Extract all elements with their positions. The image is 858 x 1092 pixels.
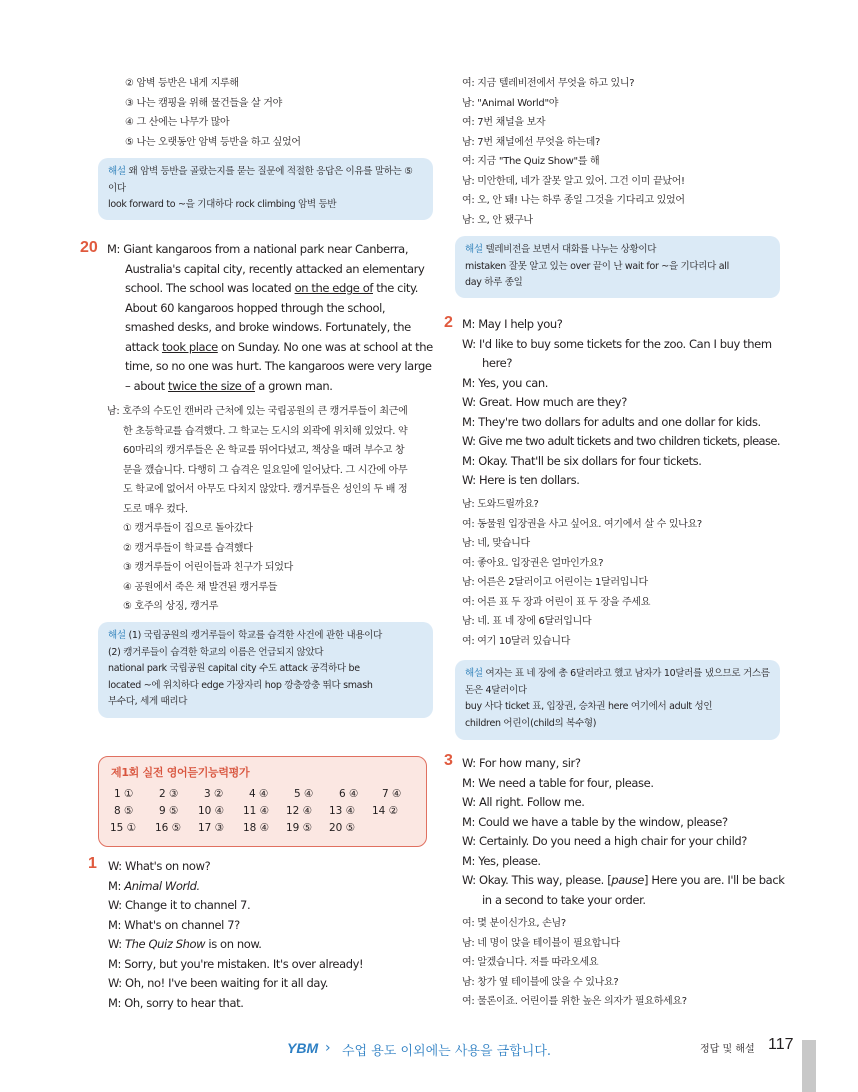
answer-cell: 16 ⑤ [155, 822, 182, 834]
script-line: M: What's on channel 7? [108, 917, 240, 932]
script-line: smashed desks, and broke windows. Fortunately, the [125, 320, 411, 334]
chevron-right-icon: › [325, 1040, 331, 1056]
section-label: 정답 및 해설 [700, 1044, 755, 1055]
script-line: school. The school was located on the edge of the city. [125, 281, 419, 295]
translation-line: 여: 물론이죠. 어린이를 위한 높은 의자가 필요하세요? [462, 996, 687, 1007]
publisher-logo: YBM [287, 1040, 319, 1056]
option-2: ② 캥거루들이 학교를 습격했다 [123, 542, 253, 554]
translation-line: 남: 네 명이 앉을 테이블이 필요합니다 [462, 937, 620, 949]
translation-line: 문을 깼습니다. 다행히 그 습격은 일요일에 일어났다. 그 시간에 아무 [123, 464, 408, 476]
script-line: W: Give me two adult tickets and two children tickets, please. [462, 434, 780, 448]
explanation-text: 이다 [108, 182, 126, 194]
translation-line: 여: 좋아요. 입장권은 얼마인가요? [462, 557, 604, 569]
answer-cell: 9 ⑤ [159, 805, 179, 817]
explanation-text: 텔레비전을 보면서 대화를 나누는 상황이다 [482, 244, 657, 255]
script-line: W: What's on now? [108, 859, 211, 873]
translation-line: 여: 지금 "The Quiz Show"를 해 [462, 156, 600, 167]
translation-line: 남: 어른은 2달러이고 어린이는 1달러입니다 [462, 577, 648, 588]
answer-cell: 19 ⑤ [286, 822, 313, 834]
script-line: W: For how many, sir? [462, 756, 581, 770]
answer-cell: 15 ① [110, 822, 137, 834]
q1-translation [462, 74, 782, 230]
explanation-vocab: national park 국립공원 capital city 수도 attack 공격하다 be [108, 663, 360, 674]
option-1: ① 캥거루들이 집으로 돌아갔다 [123, 523, 253, 534]
script-line: M: Okay. That'll be six dollars for four tickets. [462, 453, 702, 468]
explanation-box-4 [455, 660, 780, 740]
answer-cell: 6 ④ [339, 788, 359, 800]
speaker-label: M: [107, 242, 120, 256]
script-line: W: Great. How much are they? [462, 395, 627, 409]
explanation-text: (1) 국립공원의 캥거루들이 학교를 습격한 사건에 관한 내용이다 [125, 630, 383, 641]
script-line: W: Here is ten dollars. [462, 473, 580, 487]
translation-line: 60마리의 캥거루들은 온 학교를 뛰어다녔고, 책상을 때려 부수고 창 [123, 445, 405, 456]
answer-cell: 10 ④ [198, 805, 225, 817]
explanation-box-1 [98, 158, 433, 220]
usage-notice: 수업 용도 이외에는 사용을 금합니다. [342, 1044, 552, 1059]
option-3: ③ 캥거루들이 어린이들과 친구가 되었다 [123, 562, 293, 573]
script-line: M: Yes, you can. [462, 375, 549, 390]
option-5: ⑤ 호주의 상징, 캥거루 [123, 601, 219, 612]
question-number-1: 1 [88, 855, 97, 872]
answer-cell: 12 ④ [286, 805, 313, 817]
script-line: About 60 kangaroos hopped through the school, [125, 300, 386, 315]
option-4: ④ 공원에서 죽은 채 발견된 캥거루들 [123, 581, 278, 593]
script-line: here? [482, 356, 513, 370]
option-4: ④ 그 산에는 나무가 많아 [125, 117, 230, 128]
question-number-2: 2 [444, 314, 453, 331]
answer-key-box [98, 756, 427, 847]
translation-line: 여: 몇 분이신가요, 손님? [462, 918, 566, 929]
explanation-box-3 [455, 236, 780, 298]
explanation-label: 해설 [465, 668, 483, 679]
answer-cell: 1 ① [114, 788, 134, 800]
explanation-text: 여자는 표 네 장에 총 6달러라고 했고 남자가 10달러를 냈으므로 거스름 [482, 668, 770, 679]
script-line: time, so no one was hurt. The kangaroos were very large [125, 359, 432, 373]
script-line: M: Sorry, but you're mistaken. It's over already! [108, 956, 364, 971]
translation-line: 여: 오, 안 돼! 나는 하루 종일 그것을 기다리고 있었어 [462, 195, 685, 206]
answer-cell: 4 ④ [249, 788, 269, 800]
script-line: Giant kangaroos from a national park near Canberra, [123, 242, 409, 256]
script-line: M: May I help you? [462, 317, 563, 331]
explanation-vocab: mistaken 잘못 알고 있는 over 끝이 난 wait for ~을 기다리다 all [465, 260, 729, 272]
translation-line: 여: 알겠습니다. 저를 따라오세요 [462, 957, 599, 968]
answer-cell: 3 ② [204, 788, 224, 800]
translation-line: 남: 도와드릴까요? [462, 499, 539, 510]
translation-line: 남: 네, 맞습니다 [462, 538, 530, 549]
explanation-text: (2) 캥거루들이 습격한 학교의 이름은 언급되지 않았다 [108, 646, 324, 658]
script-line: M: Animal World. [108, 878, 200, 893]
q3-script [462, 754, 785, 910]
translation-line: 여: 7번 채널을 보자 [462, 117, 546, 128]
answer-cell: 11 ④ [243, 805, 270, 817]
translation-line: 남: 오, 안 됐구나 [462, 214, 533, 226]
page-number: 117 [768, 1036, 794, 1053]
explanation-vocab: day 하루 종일 [465, 277, 523, 288]
explanation-text: 왜 암벽 등반을 골랐는지를 묻는 질문에 적절한 응답은 이유를 말하는 ⑤ [125, 166, 413, 177]
page-edge-bar [802, 1040, 816, 1092]
speaker-label: 남: [107, 406, 120, 417]
translation-line: 남: 네. 표 네 장에 6달러입니다 [462, 616, 592, 627]
option-5: ⑤ 나는 오랫동안 암벽 등반을 하고 싶었어 [125, 136, 301, 148]
script-line: – about twice the size of a grown man. [125, 378, 333, 393]
script-line: W: Okay. This way, please. [pause] Here you are. I'll be back [462, 873, 785, 887]
answer-key-title: 제1회 실전 영어듣기능력평가 [111, 766, 250, 779]
script-line: M: Yes, please. [462, 853, 541, 868]
explanation-label: 해설 [108, 630, 126, 641]
translation-line: 도로 매우 컸다. [123, 503, 188, 515]
translation-line: 도 학교에 없어서 아무도 다치지 않았다. 캥거루들은 성인의 두 배 정 [123, 484, 408, 495]
translation-line: 여: 지금 텔레비전에서 무엇을 하고 있니? [462, 78, 635, 89]
option-2: ② 암벽 등반은 내게 지루해 [125, 78, 239, 89]
q2-script [462, 315, 785, 491]
explanation-vocab: children 어린이(child의 복수형) [465, 717, 597, 729]
script-line: M: Oh, sorry to hear that. [108, 995, 244, 1010]
translation-line: 여: 동물원 입장권을 사고 싶어요. 여기에서 살 수 있나요? [462, 518, 702, 530]
script-line: attack took place on Sunday. No one was at school at the [125, 339, 433, 354]
translation-line: 남: 7번 채널에선 무엇을 하는데? [462, 136, 600, 148]
script-line: W: Certainly. Do you need a high chair for your child? [462, 834, 747, 848]
translation-line: 남: "Animal World"야 [462, 97, 559, 109]
script-line: in a second to take your order. [482, 892, 646, 907]
q3-translation [462, 914, 782, 1012]
script-line: Australia's capital city, recently attacked an elementary [125, 261, 425, 276]
explanation-vocab: look forward to ~을 기대하다 rock climbing 암벽 등반 [108, 199, 337, 210]
answer-cell: 14 ② [372, 805, 399, 817]
script-line: W: Change it to channel 7. [108, 898, 251, 912]
underlined-phrase: on the edge of [294, 281, 373, 295]
explanation-vocab: buy 사다 ticket 표, 입장권, 승차권 here 여기에서 adult 성인 [465, 701, 713, 712]
answer-cell: 5 ④ [294, 788, 314, 800]
translation-line: 남: 미안한데, 네가 잘못 알고 있어. 그건 이미 끝났어! [462, 175, 685, 187]
q20-script [107, 240, 433, 396]
answer-cell: 20 ⑤ [329, 822, 356, 834]
answer-cell: 17 ③ [198, 822, 225, 834]
prev-options [125, 74, 425, 152]
script-line: W: Oh, no! I've been waiting for it all day. [108, 976, 329, 990]
translation-line: 한 초등학교를 습격했다. 그 학교는 도시의 외곽에 위치해 있었다. 약 [123, 425, 408, 437]
answer-cell: 7 ④ [382, 788, 402, 800]
script-line: M: Could we have a table by the window, please? [462, 814, 728, 829]
script-line: W: I'd like to buy some tickets for the zoo. Can I buy them [462, 336, 772, 351]
q1-script [108, 857, 428, 1013]
explanation-label: 해설 [108, 166, 126, 177]
explanation-text: 돈은 4달러이다 [465, 684, 527, 696]
underlined-phrase: took place [161, 339, 218, 354]
answer-cell: 2 ③ [159, 788, 179, 800]
translation-line: 남: 창가 옆 테이블에 앉을 수 있나요? [462, 976, 619, 988]
q2-translation [462, 495, 782, 651]
script-line: W: All right. Follow me. [462, 795, 585, 809]
explanation-box-2 [98, 622, 433, 718]
translation-line: 호주의 수도인 캔버라 근처에 있는 국립공원의 큰 캥거루들이 최근에 [122, 406, 408, 417]
translation-line: 여: 여기 10달러 있습니다 [462, 635, 571, 647]
explanation-vocab: located ~에 위치하다 edge 가장자리 hop 깡충깡충 뛰다 smash [108, 679, 373, 691]
script-line: W: The Quiz Show is on now. [108, 937, 262, 951]
question-number-20: 20 [80, 239, 98, 256]
answer-cell: 8 ⑤ [114, 805, 134, 817]
answer-cell: 18 ④ [243, 822, 270, 834]
answer-cell: 13 ④ [329, 805, 356, 817]
explanation-vocab: 부수다, 세게 때리다 [108, 696, 188, 707]
underlined-phrase: twice the size of [168, 378, 255, 393]
question-number-3: 3 [444, 752, 453, 769]
explanation-label: 해설 [465, 244, 483, 255]
q20-translation [107, 402, 429, 617]
script-line: M: They're two dollars for adults and one dollar for kids. [462, 414, 761, 429]
option-3: ③ 나는 캠핑을 위해 물건들을 살 거야 [125, 97, 282, 109]
script-line: M: We need a table for four, please. [462, 775, 654, 790]
translation-line: 여: 어른 표 두 장과 어린이 표 두 장을 주세요 [462, 596, 651, 608]
